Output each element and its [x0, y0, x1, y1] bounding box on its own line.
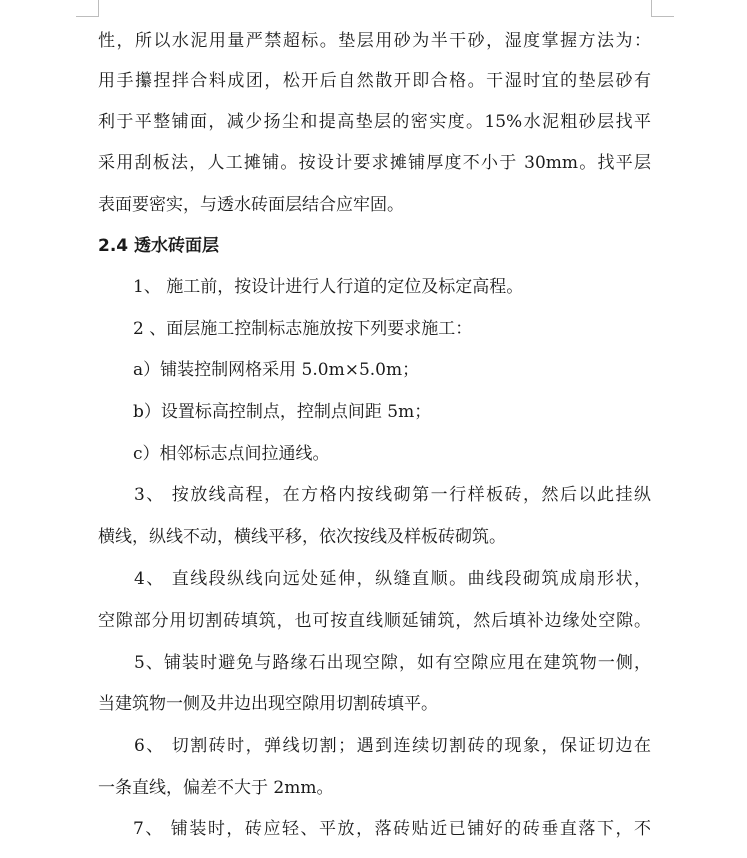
list-item: 2 、面层施工控制标志施放按下列要求施工： — [133, 319, 473, 339]
list-item: b）设置标高控制点，控制点间距 5m； — [133, 402, 432, 422]
list-item: 3、 按放线高程，在方格内按线砌第一行样板砖，然后以此挂纵 — [134, 485, 651, 505]
paragraph-line: 一条直线，偏差不大于 2mm。 — [98, 778, 334, 798]
section-heading: 2.4 透水砖面层 — [98, 236, 220, 256]
list-item: 5、铺装时避免与路缘石出现空隙，如有空隙应甩在建筑物一侧， — [134, 653, 651, 673]
page-corner-mark-left — [76, 0, 99, 17]
list-item: a）铺装控制网格采用 5.0m×5.0m； — [133, 360, 420, 380]
list-item: 1、 施工前，按设计进行人行道的定位及标定高程。 — [133, 277, 524, 297]
list-item: c）相邻标志点间拉通线。 — [133, 444, 330, 464]
paragraph-line: 空隙部分用切割砖填筑，也可按直线顺延铺筑，然后填补边缘处空隙。 — [98, 611, 651, 631]
list-item: 4、 直线段纵线向远处延伸，纵缝直顺。曲线段砌筑成扇形状， — [134, 569, 651, 589]
paragraph-line: 横线，纵线不动，横线平移，依次按线及样板砖砌筑。 — [98, 527, 506, 547]
paragraph-line: 采用刮板法，人工摊铺。按设计要求摊铺厚度不小于 30mm。找平层 — [98, 153, 651, 173]
paragraph-line: 性，所以水泥用量严禁超标。垫层用砂为半干砂，湿度掌握方法为： — [98, 31, 651, 51]
paragraph-line: 利于平整铺面，减少扬尘和提高垫层的密实度。15%水泥粗砂层找平 — [98, 112, 651, 132]
paragraph-line: 当建筑物一侧及井边出现空隙用切割砖填平。 — [98, 694, 438, 714]
list-item: 6、 切割砖时，弹线切割；遇到连续切割砖的现象，保证切边在 — [134, 736, 651, 756]
list-item: 7、 铺装时，砖应轻、平放，落砖贴近已铺好的砖垂直落下，不 — [133, 819, 651, 839]
page-corner-mark-right — [651, 0, 674, 17]
paragraph-line: 表面要密实，与透水砖面层结合应牢固。 — [98, 195, 404, 215]
paragraph-line: 用手攥捏拌合料成团，松开后自然散开即合格。干湿时宜的垫层砂有 — [98, 71, 651, 91]
